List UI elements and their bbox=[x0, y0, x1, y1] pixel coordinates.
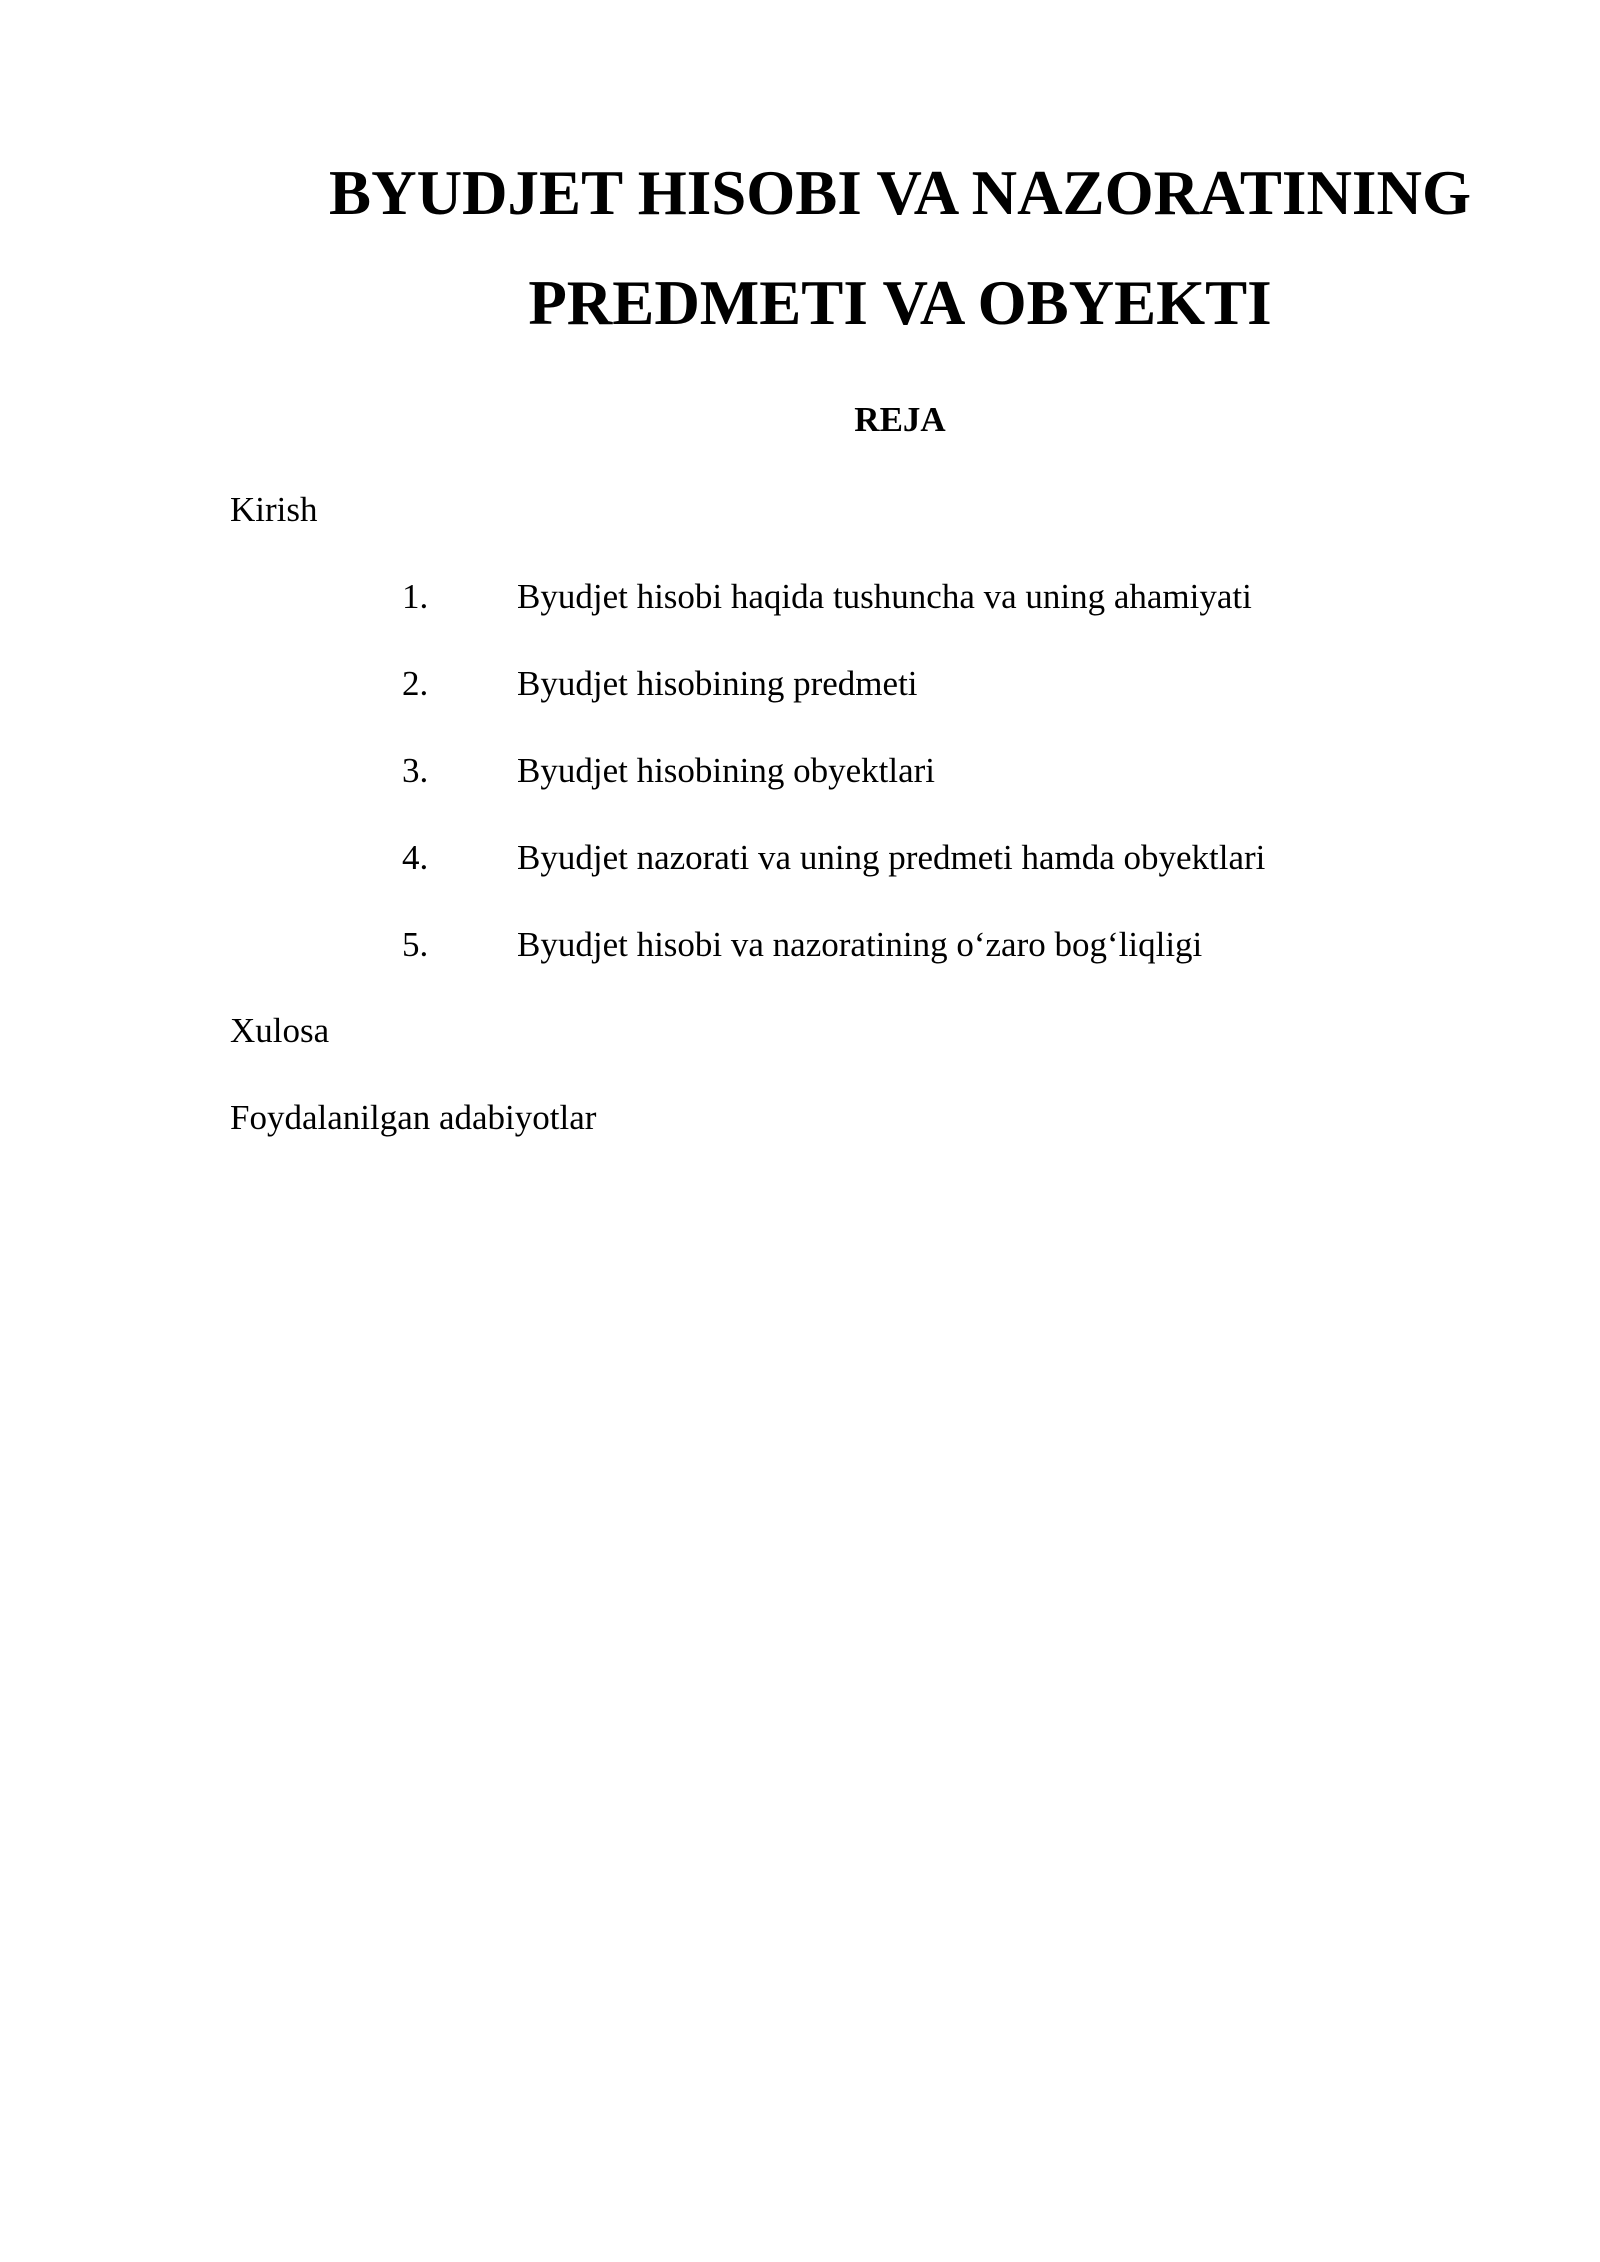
list-item-text: Byudjet hisobining obyektlari bbox=[517, 751, 936, 790]
plan-heading: REJA bbox=[854, 400, 946, 439]
list-item-text: Byudjet hisobi haqida tushuncha va uning ahamiyati bbox=[517, 577, 1252, 616]
list-item-number: 3. bbox=[402, 751, 429, 790]
list-item bbox=[0, 927, 1600, 967]
list-item bbox=[0, 579, 1600, 619]
list-item-text: Byudjet hisobining predmeti bbox=[517, 664, 918, 703]
list-item-number: 5. bbox=[402, 925, 429, 964]
references-paragraph: Foydalanilgan adabiyotlar bbox=[230, 1098, 597, 1137]
document-title-line-1: BYUDJET HISOBI VA NAZORATINING bbox=[329, 158, 1471, 228]
list-item-number: 2. bbox=[402, 664, 429, 703]
list-item bbox=[0, 666, 1600, 706]
list-item-number: 1. bbox=[402, 577, 429, 616]
list-item-text: Byudjet nazorati va uning predmeti hamda obyektlari bbox=[517, 838, 1266, 877]
conclusion-paragraph: Xulosa bbox=[230, 1011, 330, 1050]
list-item bbox=[0, 840, 1600, 880]
list-item-text: Byudjet hisobi va nazoratining o‘zaro bog‘liqligi bbox=[517, 925, 1203, 964]
document-title-line-2: PREDMETI VA OBYEKTI bbox=[528, 268, 1272, 338]
list-item bbox=[0, 753, 1600, 793]
list-item-number: 4. bbox=[402, 838, 429, 877]
intro-paragraph: Kirish bbox=[230, 490, 318, 529]
